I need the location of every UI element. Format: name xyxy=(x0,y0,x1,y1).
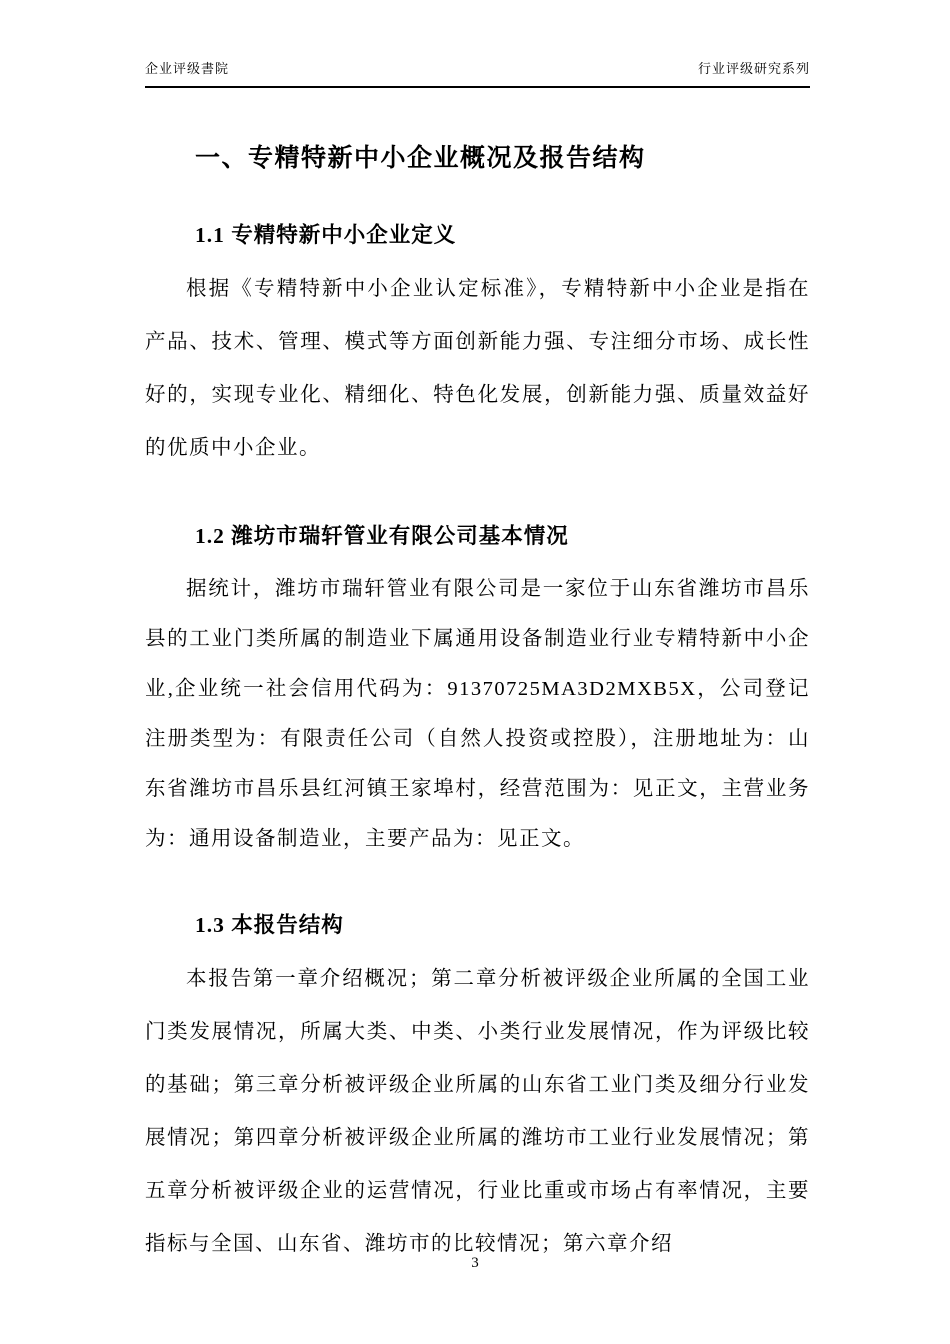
page-number: 3 xyxy=(471,1255,479,1271)
document-body xyxy=(145,138,810,1271)
header-right-text: 行业评级研究系列 xyxy=(697,61,810,76)
section-paragraph-1-2: 据统计，潍坊市瑞轩管业有限公司是一家位于山东省潍坊市昌乐县的工业门类所属的制造业下属通用设备制造业行业专精特新中小企业,企业统一社会信用代码为：91370725MA3D2MXB5X，公司登记注册类型为：有限责任公司（自然人投资或控股），注册地址为：山东省潍坊市昌乐县红河镇王家埠村，经营范围为：见正文，主营业务为：通用设备制造业，主要产品为：见正文。 xyxy=(145,578,810,850)
section-heading-1-2: 1.2 潍坊市瑞轩管业有限公司基本情况 xyxy=(195,524,569,548)
section-paragraph-1-3: 本报告第一章介绍概况；第二章分析被评级企业所属的全国工业门类发展情况，所属大类、中类、小类行业发展情况，作为评级比较的基础；第三章分析被评级企业所属的山东省工业门类及细分行业发展情况；第四章分析被评级企业所属的潍坊市工业行业发展情况；第五章分析被评级企业的运营情况，行业比重或市场占有率情况，主要指标与全国、山东省、潍坊市的比较情况；第六章介绍 xyxy=(145,968,810,1255)
section-heading-1-1: 1.1 专精特新中小企业定义 xyxy=(195,223,457,247)
section-heading-1-3: 1.3 本报告结构 xyxy=(195,913,344,937)
page-footer xyxy=(0,1255,950,1272)
section-paragraph-1-1: 根据《专精特新中小企业认定标准》，专精特新中小企业是指在产品、技术、管理、模式等方面创新能力强、专注细分市场、成长性好的，实现专业化、精细化、特色化发展，创新能力强、质量效益好的优质中小企业。 xyxy=(145,278,810,459)
chapter-title: 一、专精特新中小企业概况及报告结构 xyxy=(195,145,646,172)
header-left-text: 企业评级書院 xyxy=(145,61,230,76)
page-header xyxy=(145,58,810,88)
